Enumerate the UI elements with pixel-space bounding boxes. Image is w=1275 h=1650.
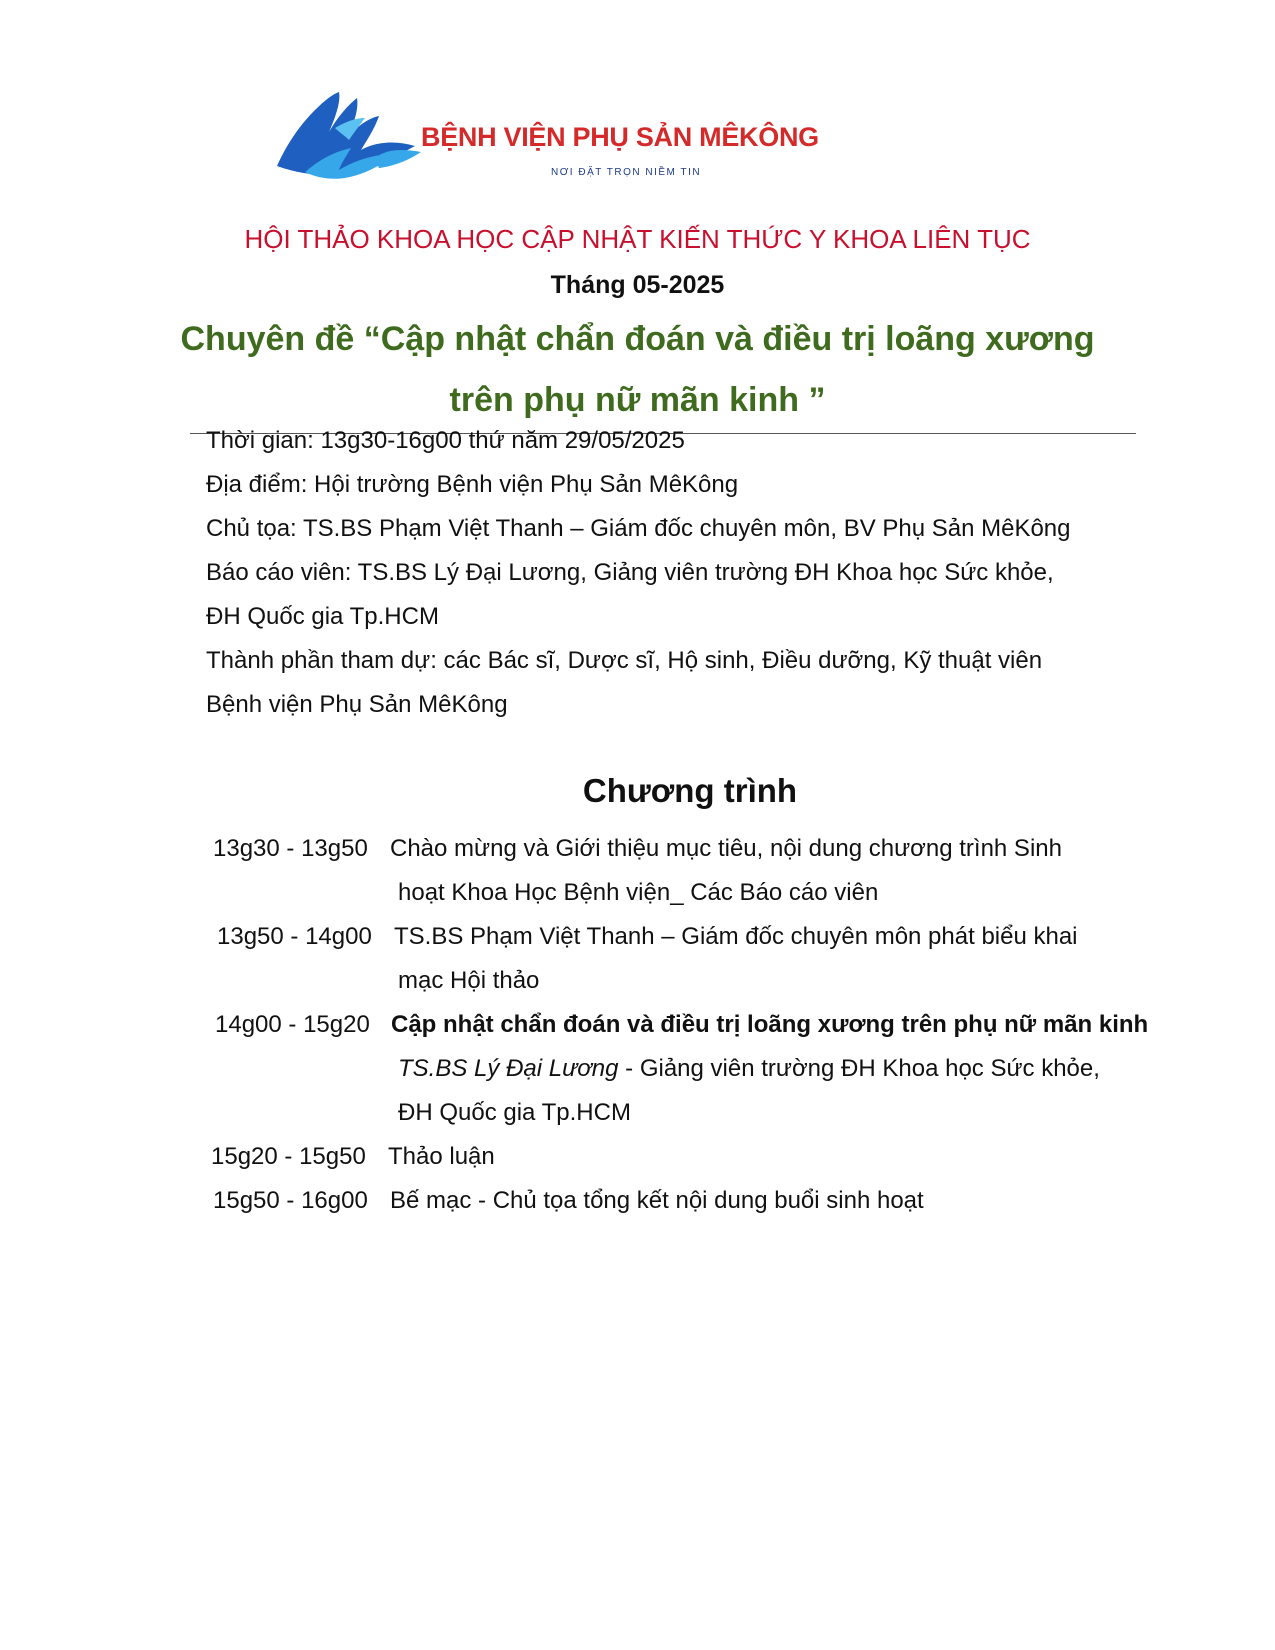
program-item-time: 14g00 - 15g20 xyxy=(215,1011,370,1038)
info-speaker-line2: ĐH Quốc gia Tp.HCM xyxy=(206,603,439,630)
program-item-time: 15g20 - 15g50 xyxy=(211,1143,366,1170)
program-item-text: Chào mừng và Giới thiệu mục tiêu, nội dung chương trình Sinh xyxy=(390,835,1062,862)
hospital-logo xyxy=(275,88,835,188)
event-month: Tháng 05-2025 xyxy=(550,271,725,299)
program-item-speaker: TS.BS Lý Đại Lương xyxy=(398,1055,619,1082)
info-chair: Chủ tọa: TS.BS Phạm Việt Thanh – Giám đốc chuyên môn, BV Phụ Sản MêKông xyxy=(206,515,1071,542)
topic-title-line2: trên phụ nữ mãn kinh ” xyxy=(449,381,826,419)
program-item-time: 13g30 - 13g50 xyxy=(213,835,368,862)
program-item-time: 13g50 - 14g00 xyxy=(217,923,372,950)
program-item-speaker-title: - Giảng viên trường ĐH Khoa học Sức khỏe, xyxy=(618,1055,1100,1082)
hospital-name: BỆNH VIỆN PHỤ SẢN MÊKÔNG xyxy=(421,122,819,152)
program-item-speaker-line xyxy=(398,1055,1100,1083)
topic-title-line1: Chuyên đề “Cập nhật chẩn đoán và điều trị loãng xương xyxy=(180,320,1095,358)
logo-wave-icon xyxy=(275,88,425,183)
event-title: HỘI THẢO KHOA HỌC CẬP NHẬT KIẾN THỨC Y KHOA LIÊN TỤC xyxy=(244,224,1031,254)
info-location: Địa điểm: Hội trường Bệnh viện Phụ Sản MêKông xyxy=(206,471,739,498)
program-title: Chương trình xyxy=(582,772,798,809)
info-speaker-line1: Báo cáo viên: TS.BS Lý Đại Lương, Giảng viên trường ĐH Khoa học Sức khỏe, xyxy=(206,559,1054,586)
program-item-text: Bế mạc - Chủ tọa tổng kết nội dung buổi sinh hoạt xyxy=(390,1187,924,1214)
program-item-text: TS.BS Phạm Việt Thanh – Giám đốc chuyên môn phát biểu khai xyxy=(394,923,1078,950)
program-item-text: Thảo luận xyxy=(388,1143,495,1170)
info-time: Thời gian: 13g30-16g00 thứ năm 29/05/2025 xyxy=(206,427,685,454)
program-item-text: hoạt Khoa Học Bệnh viện_ Các Báo cáo viên xyxy=(398,879,879,906)
info-attendees-line2: Bệnh viện Phụ Sản MêKông xyxy=(206,691,508,718)
program-item-time: 15g50 - 16g00 xyxy=(213,1187,368,1214)
hospital-slogan: NƠI ĐẶT TRỌN NIỀM TIN xyxy=(551,167,702,178)
info-attendees-line1: Thành phần tham dự: các Bác sĩ, Dược sĩ, Hộ sinh, Điều dưỡng, Kỹ thuật viên xyxy=(206,647,1043,674)
program-item-text: ĐH Quốc gia Tp.HCM xyxy=(398,1099,631,1126)
program-item-text: mạc Hội thảo xyxy=(398,967,540,994)
program-item-topic: Cập nhật chẩn đoán và điều trị loãng xương trên phụ nữ mãn kinh xyxy=(391,1011,1149,1038)
